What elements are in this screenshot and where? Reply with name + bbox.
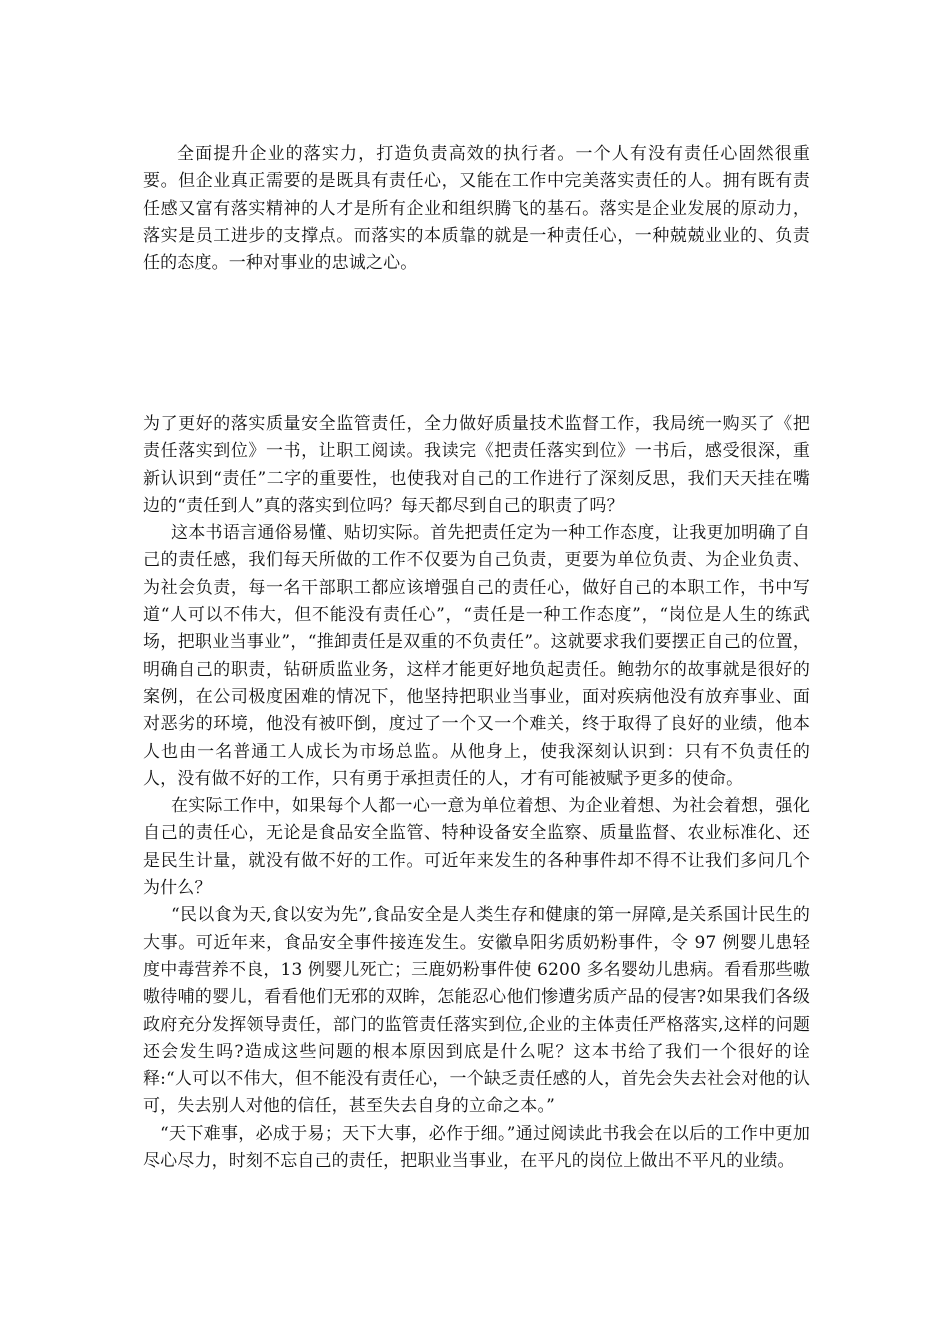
body-paragraph-5: “天下难事，必成于易；天下大事，必作于细。”通过阅读此书我会在以后的工作中更加尽心尽力，时刻不忘自己的责任，把职业当事业，在平凡的岗位上做出不平凡的业绩。	[143, 1123, 810, 1172]
essay-body	[143, 411, 810, 1175]
intro-paragraph: 全面提升企业的落实力，打造负责高效的执行者。一个人有没有责任心固然很重要。但企业真正需要的是既具有责任心，又能在工作中完美落实责任的人。拥有既有责任感又富有落实精神的人才是所有企业和组织腾飞的基石。落实是企业发展的原动力，落实是员工进步的支撑点。而落实的本质靠的就是一种责任心，一种兢兢业业的、负责任的态度。一种对事业的忠诚之心。	[143, 144, 810, 274]
body-paragraph-4: “民以食为天,食以安为先”,食品安全是人类生存和健康的第一屏障,是关系国计民生的大事。可近年来，食品安全事件接连发生。安徽阜阳劣质奶粉事件，令 97 例婴儿患轻度中毒营养不良，13 例婴儿死亡；三鹿奶粉事件使 6200 多名婴幼儿患病。看看那些嗷嗷待哺的婴儿，看看他们无邪的双眸，怎能忍心他们惨遭劣质产品的侵害?如果我们各级政府充分发挥领导责任，部门的监管责任落实到位,企业的主体责任严格落实,这样的问题还会发生吗?造成这些问题的根本原因到底是什么呢？这本书给了我们一个很好的诠释:“人可以不伟大，但不能没有责任心，一个缺乏责任感的人，首先会失去社会对他的认可，失去别人对他的信任，甚至失去自身的立命之本。”	[143, 905, 810, 1117]
body-paragraph-3: 在实际工作中，如果每个人都一心一意为单位着想、为企业着想、为社会着想，强化自己的责任心，无论是食品安全监管、特种设备安全监察、质量监督、农业标准化、还是民生计量，就没有做不好的工作。可近年来发生的各种事件却不得不让我们多问几个为什么？	[143, 796, 810, 899]
body-paragraph-1: 为了更好的落实质量安全监管责任，全力做好质量技术监督工作，我局统一购买了《把责任落实到位》一书，让职工阅读。我读完《把责任落实到位》一书后，感受很深，重新认识到“责任”二字的重要性，也使我对自己的工作进行了深刻反思，我们天天挂在嘴边的“责任到人”真的落实到位吗？每天都尽到自己的职责了吗？	[143, 414, 810, 516]
intro-section	[143, 141, 810, 277]
body-paragraph-2: 这本书语言通俗易懂、贴切实际。首先把责任定为一种工作态度，让我更加明确了自己的责任感，我们每天所做的工作不仅要为自己负责，更要为单位负责、为企业负责、为社会负责，每一名干部职工都应该增强自己的责任心，做好自己的本职工作，书中写道“人可以不伟大，但不能没有责任心”，“责任是一种工作态度”，“岗位是人生的练武场，把职业当事业”，“推卸责任是双重的不负责任”。这就要求我们要摆正自己的位置，明确自己的职责，钻研质监业务，这样才能更好地负起责任。鲍勃尔的故事就是很好的案例，在公司极度困难的情况下，他坚持把职业当事业，面对疾病他没有放弃事业、面对恶劣的环境，他没有被吓倒，度过了一个又一个难关，终于取得了良好的业绩，他本人也由一名普通工人成长为市场总监。从他身上，使我深刻认识到：只有不负责任的人，没有做不好的工作，只有勇于承担责任的人，才有可能被赋予更多的使命。	[143, 523, 810, 789]
